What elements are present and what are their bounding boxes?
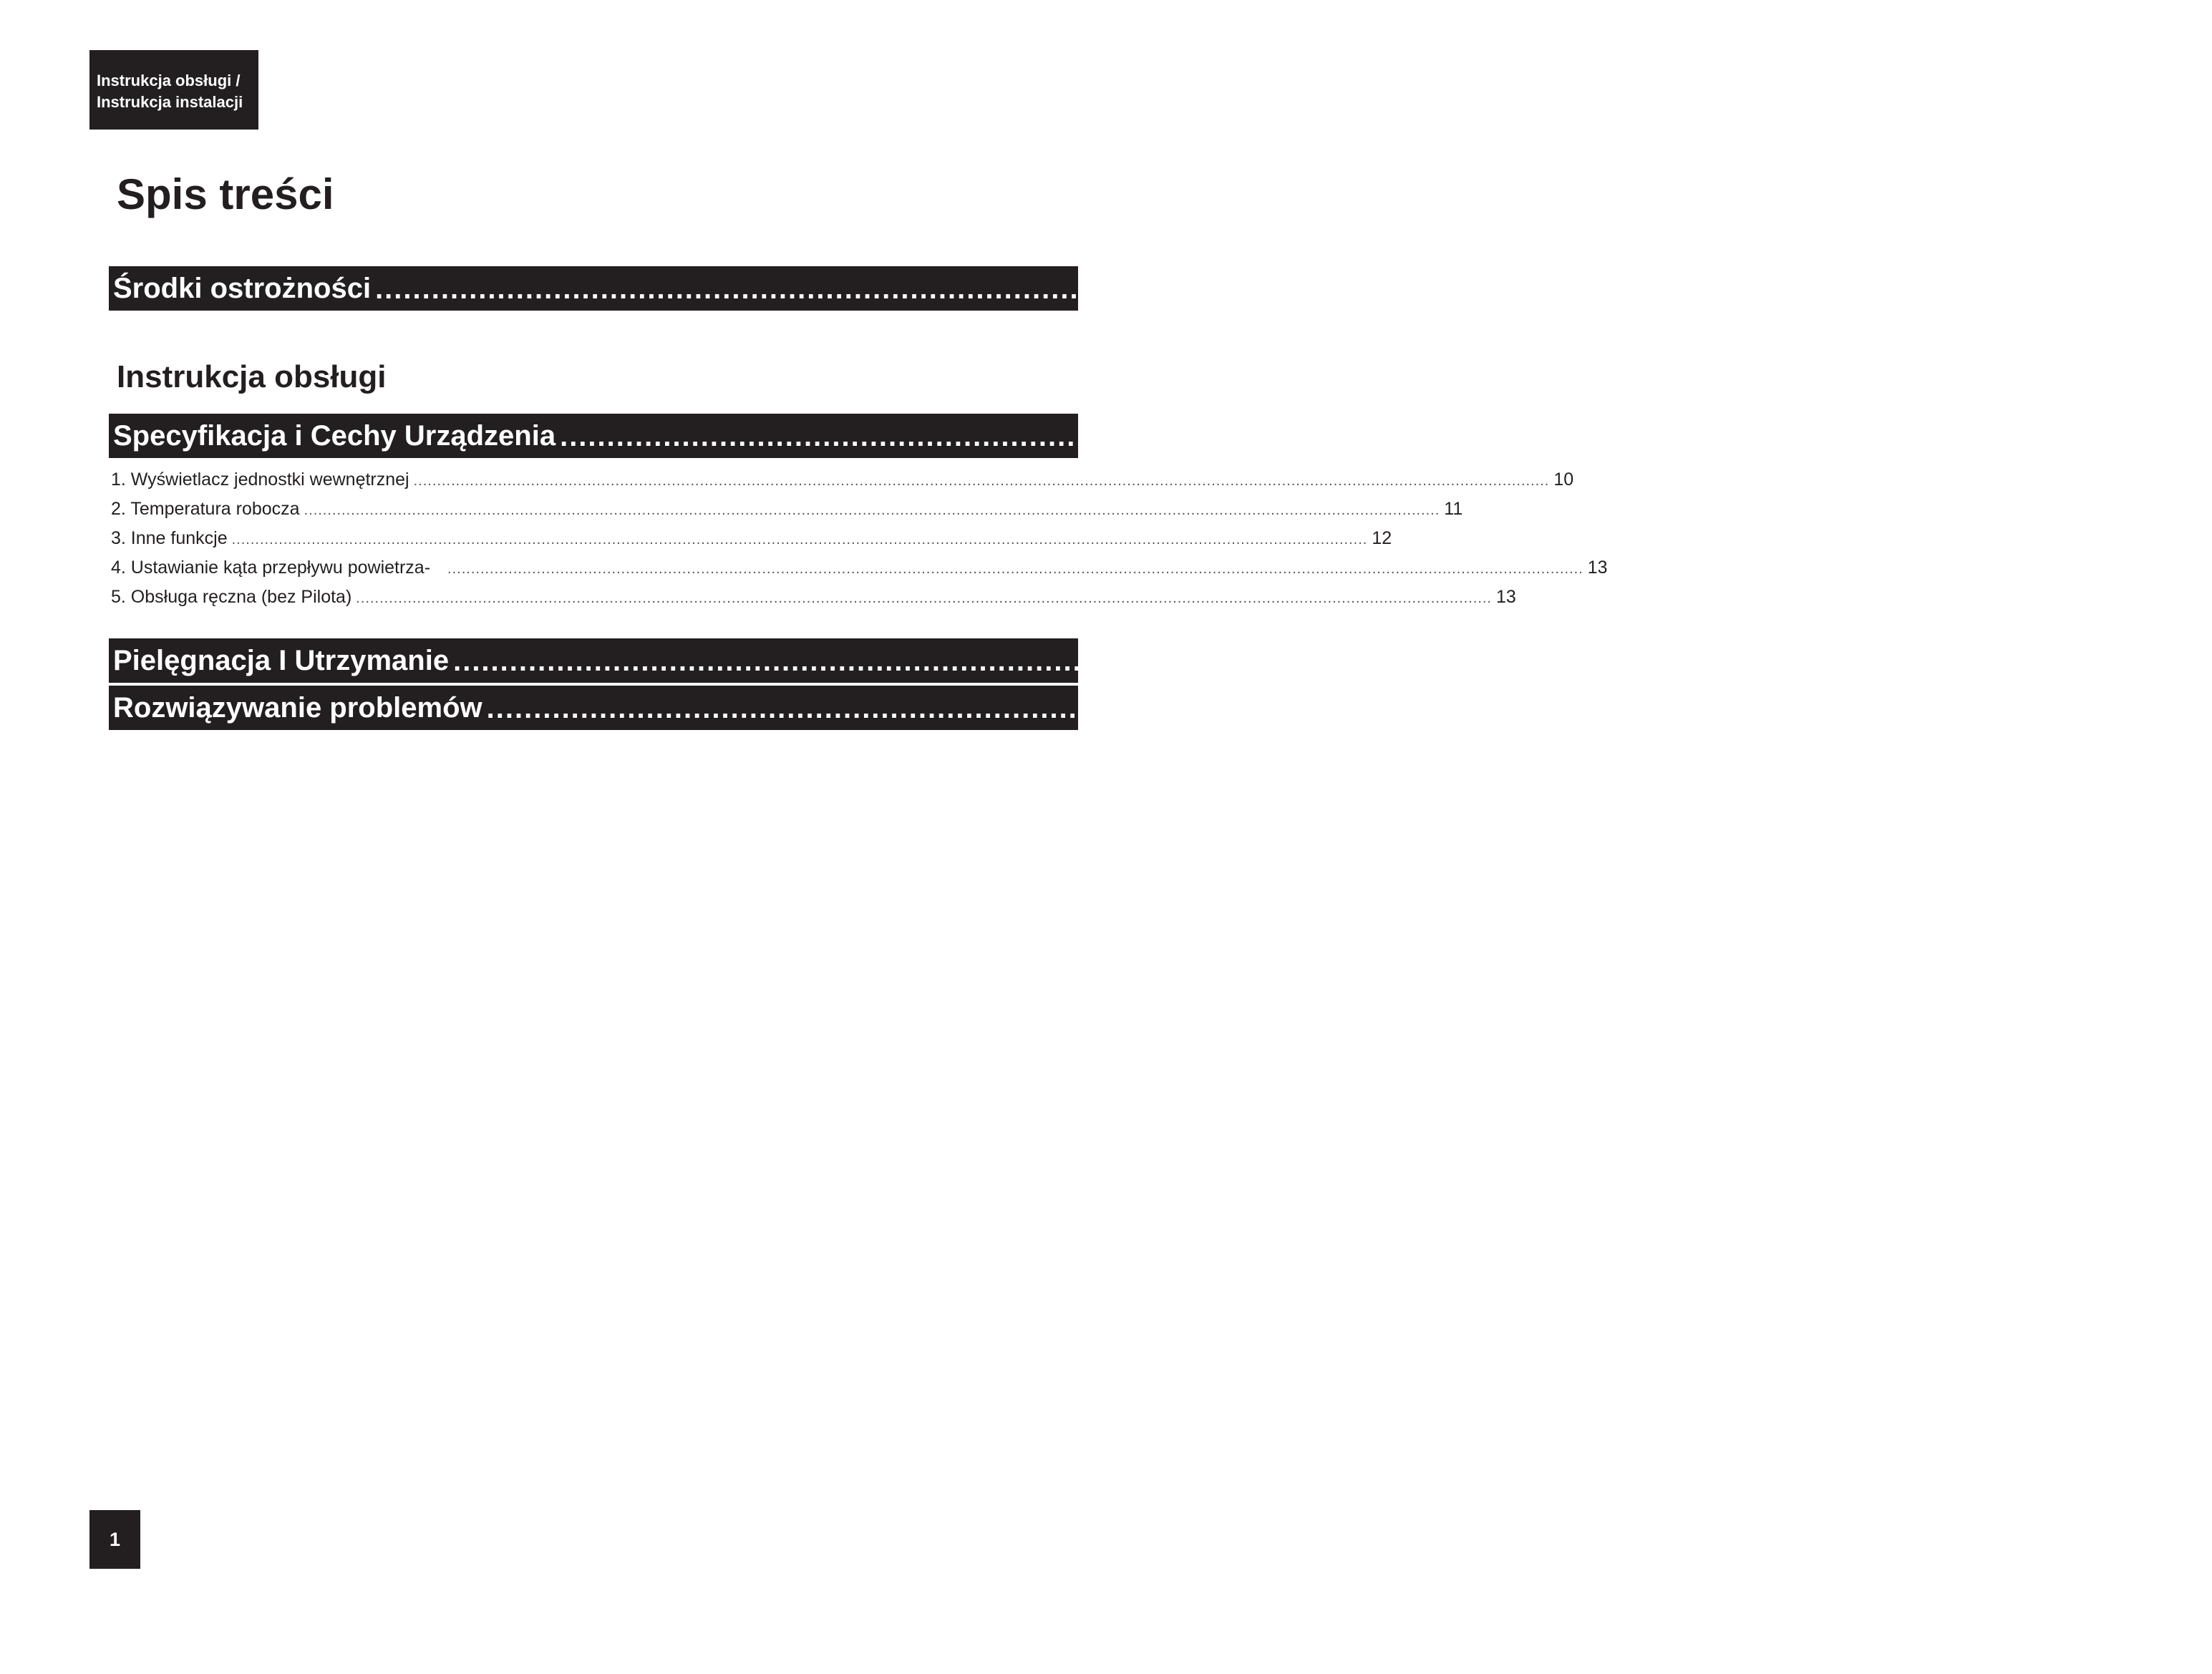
toc-entry-precautions[interactable] xyxy=(109,266,2028,311)
dot-leader: .................................................................................................................................................................................................................................................. xyxy=(304,502,1440,518)
toc-subentry-label: 1. Wyświetlacz jednostki wewnętrznej xyxy=(111,469,409,490)
section-heading: Instrukcja obsługi xyxy=(117,359,387,394)
toc-subentry-label: 4. Ustawianie kąta przepływu powietrza- xyxy=(111,558,431,578)
toc-entry-page: 14 xyxy=(2072,643,2106,677)
dot-leader: .................................................................................................................................................................................................................................................. xyxy=(413,473,1550,489)
toc-subentry[interactable] xyxy=(111,524,1392,553)
toc-subentry-page: 11 xyxy=(1444,499,1463,519)
header-line-2: Instrukcja instalacji xyxy=(97,93,243,111)
toc-subentry-page: 10 xyxy=(1553,469,1574,490)
page-number: 1 xyxy=(89,1510,140,1569)
toc-subentry-page: 13 xyxy=(1587,558,1608,578)
dot-leader: ............................................................................................................................................................................ xyxy=(375,273,1990,305)
toc-subentry[interactable] xyxy=(111,495,1463,524)
toc-entry-label: Rozwiązywanie problemów xyxy=(113,691,482,724)
dot-leader: .................................................................................................................................................................................................................................................. xyxy=(231,532,1368,548)
toc-entry-label: Specyfikacja i Cechy Urządzenia xyxy=(113,419,556,452)
toc-subentry[interactable] xyxy=(111,583,1516,612)
toc-subentry-label: 5. Obsługa ręczna (bez Pilota) xyxy=(111,587,352,607)
toc-subentry-label: 3. Inne funkcje xyxy=(111,528,228,548)
dot-leader: ............................................................................................................................................................................ xyxy=(560,421,2175,452)
toc-subentry-label: 2. Temperatura robocza xyxy=(111,499,300,519)
toc-sublist xyxy=(111,465,1608,612)
toc-entry-label: Środki ostrożności xyxy=(113,272,372,304)
dot-leader: ............................................................................................................................................................................ xyxy=(453,646,2068,677)
toc-entry-page: 16 xyxy=(2105,691,2139,724)
toc-subentry-page: 13 xyxy=(1496,587,1516,607)
toc-subentry[interactable] xyxy=(111,465,1574,495)
header-tab xyxy=(89,50,258,130)
toc-subentry[interactable] xyxy=(111,553,1608,583)
toc-entry-care[interactable] xyxy=(109,638,2106,683)
dot-leader: ............................................................................................................................................................................ xyxy=(486,693,2102,724)
dot-leader: .................................................................................................................................................................................................................................................. xyxy=(447,561,1583,577)
toc-entry-troubleshooting[interactable] xyxy=(109,686,2139,730)
header-line-1: Instrukcja obsługi / xyxy=(97,72,241,89)
toc-entry-page: 03 xyxy=(1994,271,2028,305)
toc-entry-specs[interactable] xyxy=(109,414,2212,458)
page-title: Spis treści xyxy=(117,170,334,218)
toc-entry-page: 10 xyxy=(2178,419,2212,452)
toc-subentry-page: 12 xyxy=(1372,528,1392,548)
dot-leader: .................................................................................................................................................................................................................................................. xyxy=(356,590,1492,606)
toc-entry-label: Pielęgnacja I Utrzymanie xyxy=(113,644,450,676)
